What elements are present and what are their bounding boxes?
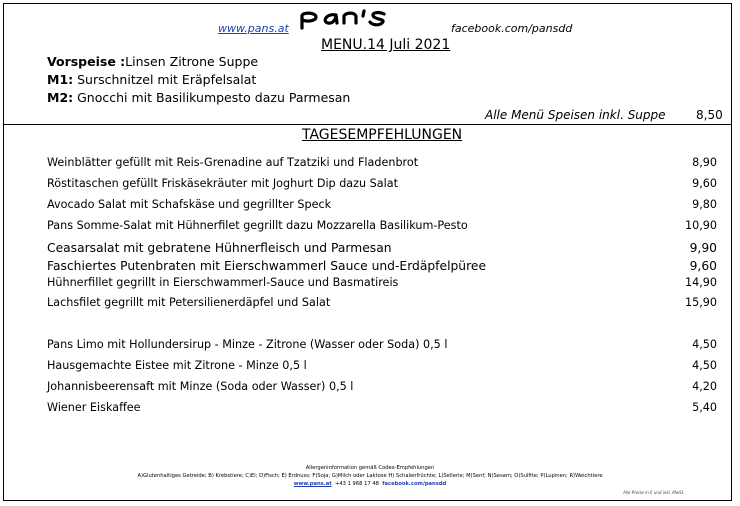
footer-contact <box>0 481 740 487</box>
item-price: 4,20 <box>692 380 717 393</box>
list-item <box>47 380 717 396</box>
footer-website-link[interactable]: www.pans.at <box>293 481 332 487</box>
section-divider <box>3 124 732 125</box>
list-item <box>47 296 717 312</box>
m2-label: M2: <box>47 90 74 105</box>
item-price: 9,60 <box>689 259 717 273</box>
vorspeise-text: Linsen Zitrone Suppe <box>125 54 259 69</box>
menu-2-line <box>47 90 350 105</box>
item-price: 4,50 <box>692 359 717 372</box>
tages-title: TAGESEMPFEHLUNGEN <box>302 127 463 143</box>
item-price: 8,90 <box>692 156 717 169</box>
footer-facebook: facebook.com/pansdd <box>382 481 447 487</box>
item-name: Hausgemachte Eistee mit Zitrone - Minze 0,5 l <box>47 359 307 372</box>
footer-phone: +43 1 968 17 48 <box>335 481 379 487</box>
item-name: Wiener Eiskaffee <box>47 401 141 414</box>
item-name: Lachsfilet gegrillt mit Petersilienerdäpfel und Salat <box>47 296 331 309</box>
facebook-text: facebook.com/pansdd <box>451 22 573 35</box>
item-name: Weinblätter gefüllt mit Reis-Grenadine auf Tzatziki und Fladenbrot <box>47 156 419 169</box>
list-item <box>47 177 717 193</box>
vorspeise-line <box>47 54 258 69</box>
website-link[interactable]: www.pans.at <box>218 22 289 35</box>
list-item <box>47 401 717 417</box>
item-name: Hühnerfillet gegrillt in Eierschwammerl-Sauce und Basmatireis <box>47 276 399 289</box>
list-item <box>47 241 717 257</box>
item-price: 4,50 <box>692 338 717 351</box>
m1-label: M1: <box>47 72 74 87</box>
list-item <box>47 156 717 172</box>
list-item <box>47 198 717 214</box>
list-item <box>47 219 717 235</box>
allergen-title: Allergeninformation gemäß Codex-Empfehlungen <box>305 465 435 471</box>
item-name: Ceasarsalat mit gebratene Hühnerfleisch und Parmesan <box>47 241 392 255</box>
item-price: 10,90 <box>684 219 717 232</box>
item-name: Pans Somme-Salat mit Hühnerfilet gegrillt dazu Mozzarella Basilikum-Pesto <box>47 219 468 232</box>
item-name: Faschiertes Putenbraten mit Eierschwammerl Sauce und-Erdäpfelpüree <box>47 259 487 273</box>
menu-note: Alle Menü Speisen inkl. Suppe <box>485 108 666 122</box>
list-item <box>47 259 717 275</box>
item-name: Röstitaschen gefüllt Friskäsekräuter mit Joghurt Dip dazu Salat <box>47 177 398 190</box>
price-note: Alle Preise in € und inkl. MwSt. <box>623 490 685 495</box>
item-name: Pans Limo mit Hollundersirup - Minze - Zitrone (Wasser oder Soda) 0,5 l <box>47 338 448 351</box>
list-item <box>47 276 717 292</box>
item-price: 15,90 <box>684 296 717 309</box>
item-price: 9,90 <box>689 241 717 255</box>
menu-title: MENU.14 Juli 2021 <box>321 37 451 53</box>
pans-logo <box>298 8 390 30</box>
item-price: 9,80 <box>692 198 717 211</box>
m2-text: Gnocchi mit Basilikumpesto dazu Parmesan <box>73 90 351 105</box>
item-price: 5,40 <box>692 401 717 414</box>
menu-1-line <box>47 72 256 87</box>
allergen-list: A)Glutenhaltiges Getreide; B) Krebstiere; C)Ei; D)Fisch; E) Erdnuss; F)Soja; G)Milch oder Laktose H) Schalenfrüchte; L)Sellerie; M)Senf; N)Sesam; O)Sulfite; P)Lupinen; R)Weichtiere <box>137 473 603 479</box>
m1-text: Surschnitzel mit Eräpfelsalat <box>73 72 257 87</box>
vorspeise-label: Vorspeise : <box>47 54 126 69</box>
item-price: 9,60 <box>692 177 717 190</box>
menu-note-price: 8,50 <box>696 108 723 122</box>
item-price: 14,90 <box>684 276 717 289</box>
item-name: Johannisbeerensaft mit Minze (Soda oder Wasser) 0,5 l <box>47 380 354 393</box>
list-item <box>47 338 717 354</box>
item-name: Avocado Salat mit Schafskäse und gegrillter Speck <box>47 198 332 211</box>
list-item <box>47 359 717 375</box>
